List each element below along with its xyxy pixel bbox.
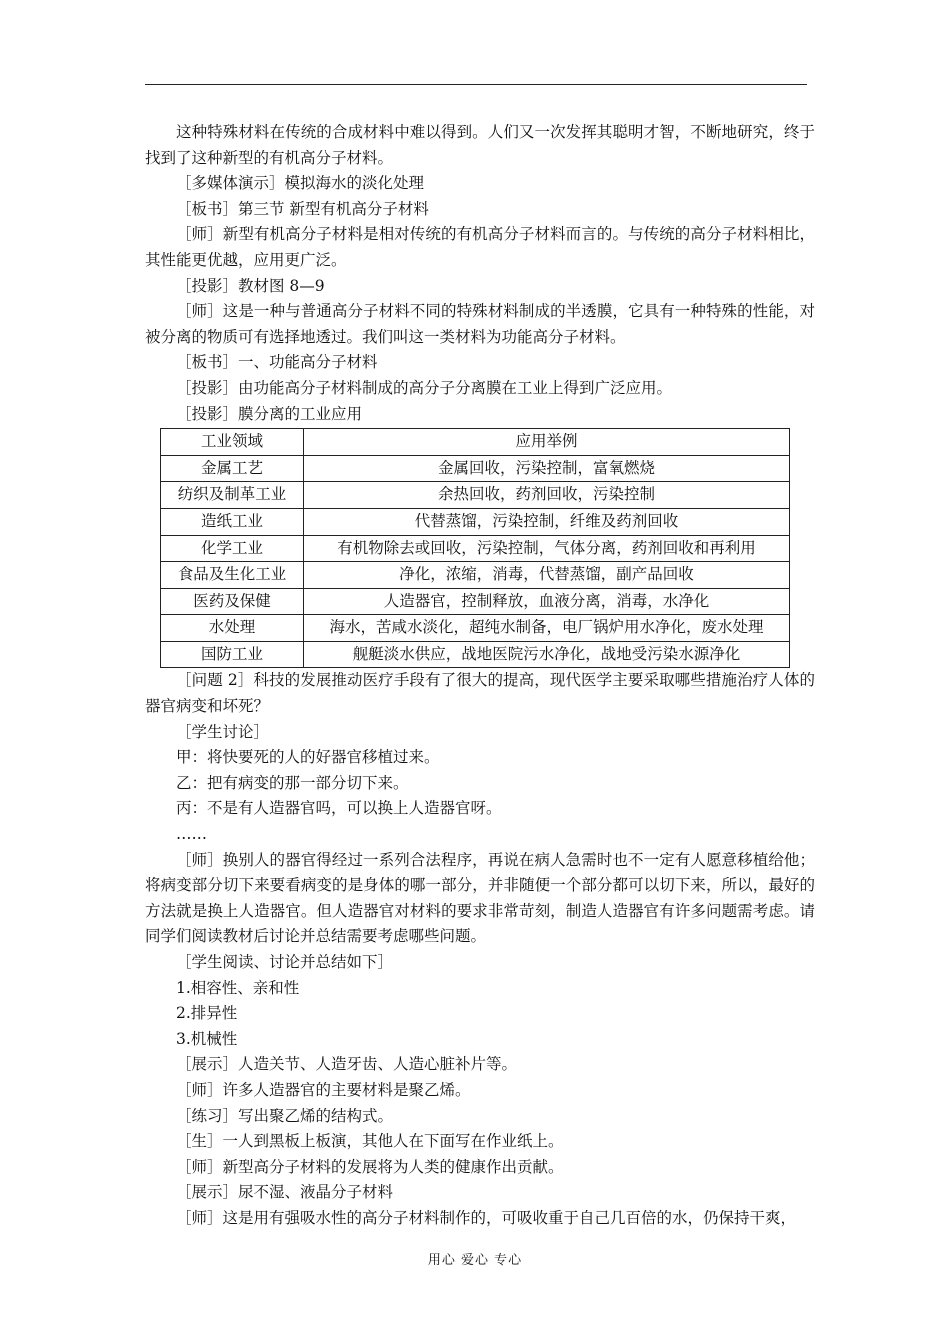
table-cell: 净化，浓缩，消毒，代替蒸馏，副产品回收	[304, 562, 790, 589]
table-row	[161, 641, 790, 668]
table-row	[161, 508, 790, 535]
table-cell: 国防工业	[161, 641, 304, 668]
page-footer: 用心 爱心 专心	[427, 1253, 523, 1268]
table-cell: 化学工业	[161, 535, 304, 562]
paragraph: ［投影］膜分离的工业应用	[176, 404, 363, 423]
membrane-application-table	[160, 428, 790, 668]
table-cell: 金属工艺	[161, 455, 304, 482]
paragraph: ［师］换别人的器官得经过一系列合法程序，再说在病人急需时也不一定有人愿意移植给他；将病变部分切下来要看病变的是身体的哪一部分，并非随便一个部分都可以切下来，所以，最好的方法就是换上人造器官。但人造器官对材料的要求非常苛刻，制造人造器官有许多问题需考虑。请同学们阅读教材后讨论并总结需要考虑哪些问题。	[145, 850, 815, 946]
table-cell: 舰艇淡水供应，战地医院污水净化，战地受污染水源净化	[304, 641, 790, 668]
paragraph: ［展示］尿不湿、液晶分子材料	[176, 1183, 394, 1202]
table-header-cell: 工业领域	[161, 429, 304, 456]
table-cell: 造纸工业	[161, 508, 304, 535]
table-cell: 有机物除去或回收，污染控制，气体分离，药剂回收和再利用	[304, 535, 790, 562]
paragraph: 甲：将快要死的人的好器官移植过来。	[176, 748, 440, 767]
table-cell: 食品及生化工业	[161, 562, 304, 589]
header-rule	[145, 84, 807, 85]
table-row	[161, 562, 790, 589]
paragraph: ［生］一人到黑板上板演，其他人在下面写在作业纸上。	[176, 1132, 564, 1151]
table-row	[161, 482, 790, 509]
paragraph: ［学生阅读、讨论并总结如下］	[176, 953, 394, 971]
table-cell: 代替蒸馏，污染控制，纤维及药剂回收	[304, 508, 790, 535]
table-cell: 医药及保健	[161, 588, 304, 615]
table-cell: 纺织及制革工业	[161, 482, 304, 509]
paragraph: 丙：不是有人造器官吗，可以换上人造器官呀。	[176, 799, 502, 818]
table-cell: 海水，苦咸水淡化，超纯水制备，电厂锅炉用水净化，废水处理	[304, 615, 790, 642]
table-row	[161, 535, 790, 562]
table-header-cell: 应用举例	[304, 429, 790, 456]
paragraph: ［问题 2］科技的发展推动医疗手段有了很大的提高，现代医学主要采取哪些措施治疗人体的器官病变和坏死？	[145, 671, 815, 716]
paragraph: ［师］这是用有强吸水性的高分子材料制作的，可吸收重于自己几百倍的水，仍保持干爽，	[176, 1208, 797, 1227]
paragraph: ［多媒体演示］模拟海水的淡化处理	[176, 174, 425, 193]
paragraph: ［练习］写出聚乙烯的结构式。	[176, 1106, 394, 1125]
table-cell: 水处理	[161, 615, 304, 642]
paragraph: ［板书］第三节 新型有机高分子材料	[176, 199, 429, 218]
table-cell: 金属回收，污染控制，富氧燃烧	[304, 455, 790, 482]
table-row	[161, 588, 790, 615]
paragraph: 乙：把有病变的那一部分切下来。	[176, 773, 409, 792]
paragraph: 这种特殊材料在传统的合成材料中难以得到。人们又一次发挥其聪明才智，不断地研究，终于找到了这种新型的有机高分子材料。	[145, 123, 815, 167]
table-header-row	[161, 429, 790, 456]
table-row	[161, 455, 790, 482]
document-body	[145, 120, 815, 1232]
paragraph: ［师］新型有机高分子材料是相对传统的有机高分子材料而言的。与传统的高分子材料相比，其性能更优越，应用更广泛。	[145, 225, 815, 269]
paragraph: 1.相容性、亲和性	[176, 978, 300, 997]
table-cell: 人造器官，控制释放，血液分离，消毒，水净化	[304, 588, 790, 615]
paragraph: ［学生讨论］	[176, 722, 270, 741]
paragraph: ［师］新型高分子材料的发展将为人类的健康作出贡献。	[176, 1157, 564, 1176]
paragraph: 2.排异性	[176, 1004, 238, 1023]
paragraph: ［展示］人造关节、人造牙齿、人造心脏补片等。	[176, 1055, 518, 1074]
paragraph: 3.机械性	[176, 1029, 238, 1048]
paragraph: ［投影］由功能高分子材料制成的高分子分离膜在工业上得到广泛应用。	[176, 378, 673, 397]
table-row	[161, 615, 790, 642]
paragraph: ……	[176, 825, 207, 844]
paragraph: ［师］这是一种与普通高分子材料不同的特殊材料制成的半透膜，它具有一种特殊的性能，对被分离的物质可有选择地透过。我们叫这一类材料为功能高分子材料。	[145, 302, 815, 346]
table-cell: 余热回收，药剂回收，污染控制	[304, 482, 790, 509]
paragraph: ［板书］一、功能高分子材料	[176, 353, 378, 372]
paragraph: ［师］许多人造器官的主要材料是聚乙烯。	[176, 1080, 471, 1099]
paragraph: ［投影］教材图 8—9	[176, 276, 325, 295]
